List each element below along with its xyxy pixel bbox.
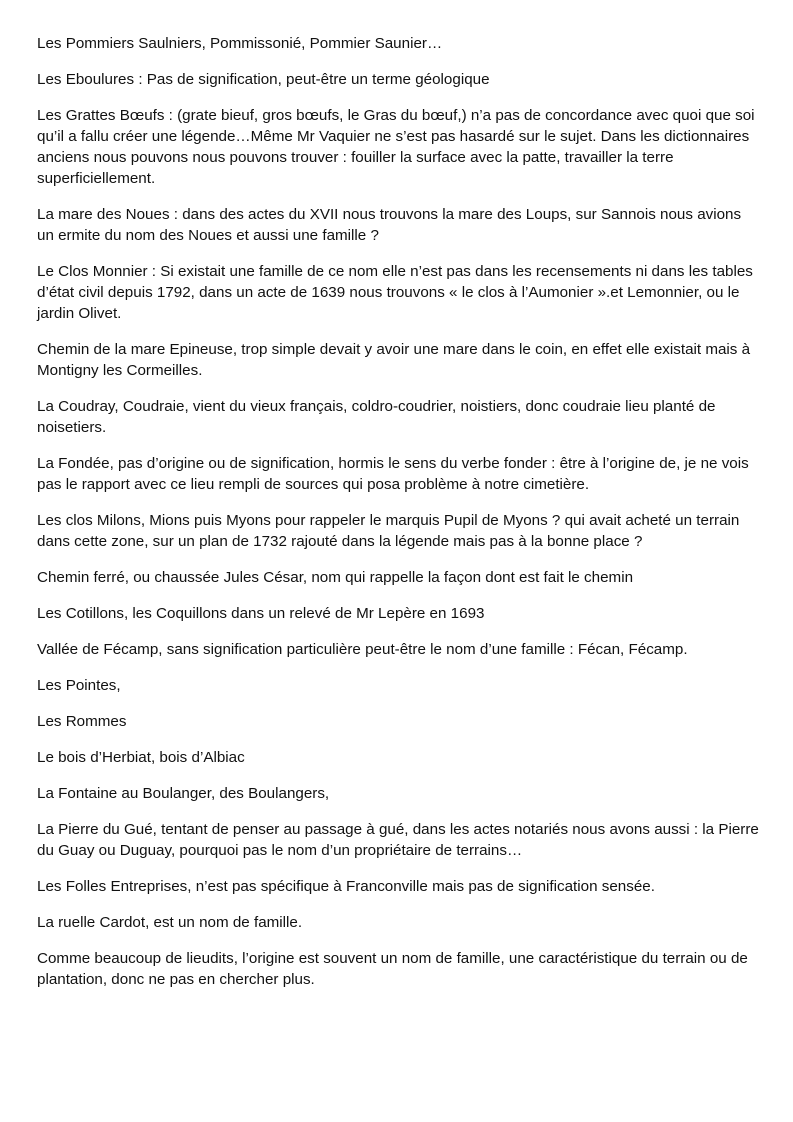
paragraph-fondee: La Fondée, pas d’origine ou de signification, hormis le sens du verbe fonder : être à l’origine de, je ne vois pas le rapport avec ce lieu rempli de sources qui posa problème à notre cimetière.	[37, 455, 749, 493]
paragraph-eboulures: Les Eboulures : Pas de signification, peut-être un terme géologique	[37, 71, 490, 88]
paragraph-grattes-boeufs: Les Grattes Bœufs : (grate bieuf, gros bœufs, le Gras du bœuf,) n’a pas de concordance avec quoi que soi qu’il a fallu créer une légende…Même Mr Vaquier ne s’est pas hasardé sur le sujet. Dans les dictionnaires anciens nous pouvons nous pouvons trouver : fouiller la surface avec la patte, travailler la terre superficiellement.	[37, 107, 755, 187]
paragraph-mare-epineuse: Chemin de la mare Epineuse, trop simple devait y avoir une mare dans le coin, en effet elle existait mais à Montigny les Cormeilles.	[37, 341, 751, 379]
paragraph-bois-herbiat: Le bois d’Herbiat, bois d’Albiac	[37, 749, 245, 766]
paragraph-chemin-ferre: Chemin ferré, ou chaussée Jules César, nom qui rappelle la façon dont est fait le chemin	[37, 569, 634, 586]
paragraph-vallee-de-fecamp: Vallée de Fécamp, sans signification particulière peut-être le nom d’une famille : Fécan, Fécamp.	[37, 641, 688, 658]
paragraph-ruelle-cardot: La ruelle Cardot, est un nom de famille.	[37, 914, 303, 931]
paragraph-clos-milons: Les clos Milons, Mions puis Myons pour rappeler le marquis Pupil de Myons ? qui avait acheté un terrain dans cette zone, sur un plan de 1732 rajouté dans la légende mais pas à la bonne place ?	[37, 512, 740, 550]
paragraph-pointes: Les Pointes,	[37, 677, 121, 694]
paragraph-rommes: Les Rommes	[37, 713, 127, 730]
paragraph-pommiers-saulniers: Les Pommiers Saulniers, Pommissonié, Pommier Saunier…	[37, 35, 443, 52]
paragraph-conclusion: Comme beaucoup de lieudits, l’origine est souvent un nom de famille, une caractéristique du terrain ou de plantation, donc ne pas en chercher plus.	[37, 950, 748, 988]
paragraph-coudray: La Coudray, Coudraie, vient du vieux français, coldro-coudrier, noistiers, donc coudraie lieu planté de noisetiers.	[37, 398, 716, 436]
document-body	[37, 33, 759, 1005]
paragraph-pierre-du-gue: La Pierre du Gué, tentant de penser au passage à gué, dans les actes notariés nous avons aussi : la Pierre du Guay ou Duguay, pourquoi pas le nom d’un propriétaire de terrains…	[37, 821, 759, 859]
paragraph-clos-monnier: Le Clos Monnier : Si existait une famille de ce nom elle n’est pas dans les recensements ni dans les tables d’état civil depuis 1792, dans un acte de 1639 nous trouvons « le clos à l’Aumonier ».et Lemonnier, ou le jardin Olivet.	[37, 263, 753, 322]
paragraph-folles-entreprises: Les Folles Entreprises, n’est pas spécifique à Franconville mais pas de signification sensée.	[37, 878, 655, 895]
paragraph-cotillons: Les Cotillons, les Coquillons dans un relevé de Mr Lepère en 1693	[37, 605, 485, 622]
paragraph-fontaine-au-boulanger: La Fontaine au Boulanger, des Boulangers,	[37, 785, 330, 802]
paragraph-mare-des-noues: La mare des Noues : dans des actes du XVII nous trouvons la mare des Loups, sur Sannois nous avions un ermite du nom des Noues et aussi une famille ?	[37, 206, 742, 244]
